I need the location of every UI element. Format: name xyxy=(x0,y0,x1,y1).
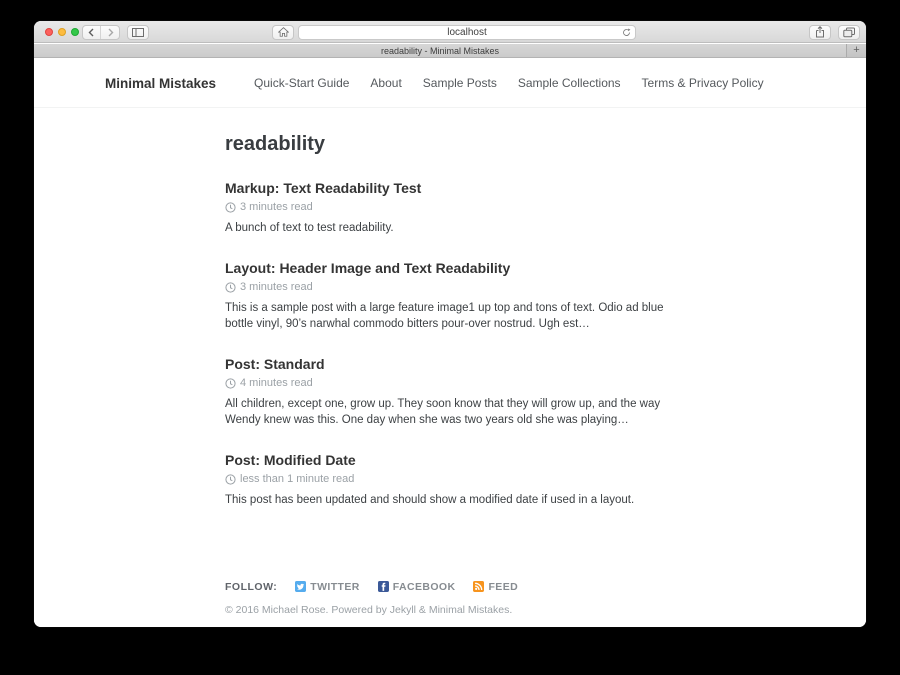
browser-toolbar xyxy=(34,21,866,43)
post-entry xyxy=(225,260,677,332)
site-footer xyxy=(225,581,866,616)
nav-sample-collections[interactable]: Sample Collections xyxy=(517,76,621,90)
forward-button[interactable] xyxy=(101,26,119,39)
share-button[interactable] xyxy=(809,25,831,40)
post-excerpt: This is a sample post with a large feature image1 up top and tons of text. Odio ad blue bottle vinyl, 90’s narwhal commodo bitters pour-over nostrud. Ugh est… xyxy=(225,302,664,331)
nav-quick-start-guide[interactable]: Quick-Start Guide xyxy=(254,76,350,90)
rss-icon xyxy=(473,581,484,592)
read-time: 3 minutes read xyxy=(240,201,313,213)
facebook-link[interactable] xyxy=(378,581,456,593)
sidebar-button[interactable] xyxy=(127,25,149,40)
follow-row xyxy=(225,581,866,593)
archive-content xyxy=(225,133,677,509)
forward-icon xyxy=(107,28,114,37)
twitter-label: TWITTER xyxy=(310,580,360,593)
page-title: readability xyxy=(225,133,326,155)
reload-icon xyxy=(622,27,631,38)
post-entry xyxy=(225,452,677,508)
post-entry xyxy=(225,180,677,236)
facebook-label: FACEBOOK xyxy=(392,580,456,593)
close-icon[interactable] xyxy=(45,28,53,36)
web-page xyxy=(34,59,866,627)
masthead xyxy=(34,59,866,108)
twitter-icon xyxy=(295,581,306,592)
tab-overview-button[interactable] xyxy=(838,25,860,40)
clock-icon xyxy=(225,474,236,485)
nav-about[interactable]: About xyxy=(370,76,402,90)
post-meta xyxy=(225,281,677,293)
active-tab[interactable] xyxy=(34,44,846,57)
clock-icon xyxy=(225,378,236,389)
tab-bar xyxy=(34,44,866,58)
read-time: 4 minutes read xyxy=(240,377,313,390)
feed-label: FEED xyxy=(488,580,519,593)
facebook-icon xyxy=(378,581,389,592)
feed-link[interactable] xyxy=(473,581,518,593)
post-excerpt: All children, except one, grow up. They soon know that they will grow up, and the way Wendy knew was this. One day when she was two years old she was playing… xyxy=(225,398,661,427)
history-nav-buttons xyxy=(82,25,120,40)
new-tab-button[interactable]: + xyxy=(846,44,866,57)
site-title[interactable]: Minimal Mistakes xyxy=(105,75,217,91)
sidebar-icon xyxy=(132,28,144,37)
post-excerpt: A bunch of text to test readability. xyxy=(225,222,394,234)
clock-icon xyxy=(225,202,236,213)
post-title-link[interactable]: Markup: Text Readability Test xyxy=(225,180,422,196)
post-entry xyxy=(225,356,677,428)
post-title-link[interactable]: Post: Modified Date xyxy=(225,452,356,469)
post-excerpt: This post has been updated and should show a modified date if used in a layout. xyxy=(225,494,635,507)
nav-terms-privacy[interactable]: Terms & Privacy Policy xyxy=(641,76,764,90)
share-icon xyxy=(815,26,825,38)
copyright-text: © 2016 Michael Rose. Powered by Jekyll & Minimal Mistakes. xyxy=(225,603,513,616)
read-time: less than 1 minute read xyxy=(240,473,355,486)
reload-button[interactable] xyxy=(622,27,631,38)
back-button[interactable] xyxy=(83,26,101,39)
home-icon xyxy=(278,27,289,37)
post-meta xyxy=(225,473,677,485)
post-title-link[interactable]: Layout: Header Image and Text Readability xyxy=(225,260,511,277)
twitter-link[interactable] xyxy=(295,581,359,593)
zoom-icon[interactable] xyxy=(71,28,79,36)
read-time: 3 minutes read xyxy=(240,281,313,294)
post-meta xyxy=(225,377,677,389)
post-title-link[interactable]: Post: Standard xyxy=(225,356,325,373)
post-meta xyxy=(225,201,677,213)
nav-sample-posts[interactable]: Sample Posts xyxy=(422,76,497,90)
back-icon xyxy=(88,28,95,37)
minimize-icon[interactable] xyxy=(58,28,66,36)
tab-title: readability - Minimal Mistakes xyxy=(380,46,500,56)
home-button[interactable] xyxy=(272,25,294,40)
follow-label: FOLLOW: xyxy=(225,580,278,593)
tab-overview-icon xyxy=(843,27,855,38)
safari-window xyxy=(34,21,866,627)
address-bar[interactable] xyxy=(298,25,636,40)
url-text: localhost xyxy=(447,26,487,38)
clock-icon xyxy=(225,282,236,293)
site-nav xyxy=(254,76,764,90)
